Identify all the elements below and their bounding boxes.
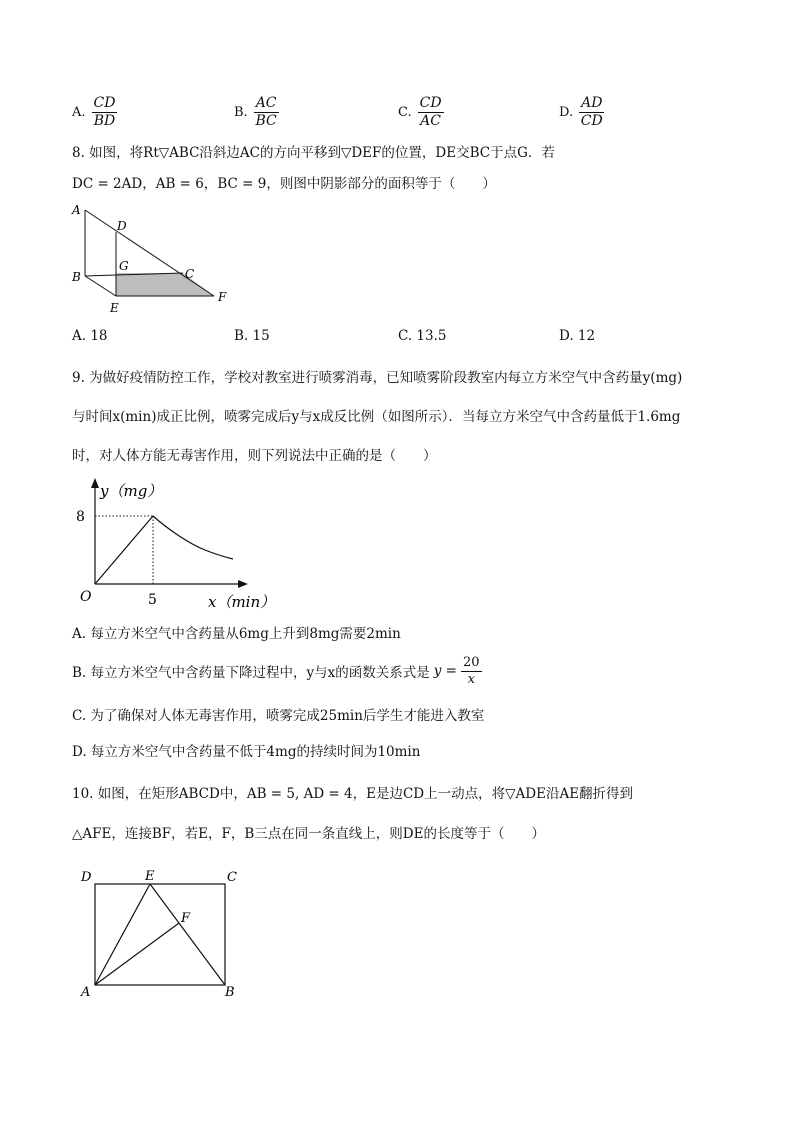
q9-option-b-lhs: y = bbox=[433, 663, 457, 680]
q9-option-b-denominator: x bbox=[467, 671, 475, 687]
q10-stem-line-2: △AFE，连接BF，若E，F，B三点在同一条直线上，则DE的长度等于（ ） bbox=[72, 826, 545, 842]
q7-option-b-denominator: BC bbox=[255, 112, 277, 129]
q9-decay-curve bbox=[153, 516, 233, 559]
q10-label-e: E bbox=[145, 869, 155, 884]
q9-rise-segment bbox=[95, 516, 153, 584]
q7-option-c-numerator: CD bbox=[419, 95, 442, 111]
q8-option-d[interactable]: D. 12 bbox=[559, 328, 596, 344]
q8-label-a: A bbox=[72, 203, 81, 217]
q7-option-c-denominator: AC bbox=[420, 112, 441, 129]
q7-options-row bbox=[72, 96, 632, 136]
q7-option-c-fraction bbox=[418, 96, 444, 128]
q10-label-c: C bbox=[227, 870, 237, 885]
q7-option-b-letter: B. bbox=[234, 104, 248, 120]
q9-option-b-text: B. 每立方米空气中含药量下降过程中，y与x的函数关系式是 bbox=[72, 665, 430, 682]
q9-option-b-numerator: 20 bbox=[462, 655, 480, 670]
q8-option-b[interactable]: B. 15 bbox=[234, 328, 270, 344]
q7-option-a-numerator: CD bbox=[93, 95, 116, 111]
q7-option-a-fraction bbox=[92, 96, 118, 128]
q10-line-af bbox=[95, 923, 179, 985]
q10-stem-line-1: 10. 如图，在矩形ABCD中，AB = 5, AD = 4，E是边CD上一动点，将▽ADE沿AE翻折得到 bbox=[72, 786, 634, 802]
q9-stem-line-1: 9. 为做好疫情防控工作，学校对教室进行喷雾消毒，已知喷雾阶段教室内每立方米空气中含药量y(mg) bbox=[72, 370, 683, 386]
q10-label-f: F bbox=[181, 911, 191, 926]
q8-label-e: E bbox=[110, 301, 119, 315]
q7-option-a-letter: A. bbox=[72, 104, 86, 120]
q7-option-b-numerator: AC bbox=[255, 95, 277, 111]
q9-option-c[interactable]: C. 为了确保对人体无毒害作用，喷雾完成25min后学生才能进入教室 bbox=[72, 708, 485, 724]
q7-option-a-denominator: BD bbox=[93, 112, 116, 129]
q8-label-c: C bbox=[185, 267, 195, 281]
q8-figure bbox=[66, 200, 246, 318]
q9-y-axis-arrow bbox=[91, 478, 99, 488]
q7-option-c-letter: C. bbox=[398, 104, 412, 120]
q8-stem-line-1: 8. 如图，将Rt▽ABC沿斜边AC的方向平移到▽DEF的位置，DE交BC于点G．若 bbox=[72, 145, 555, 161]
q10-label-b: B bbox=[225, 985, 235, 1000]
q10-rectangle-abcd bbox=[95, 884, 225, 985]
q8-label-g: G bbox=[119, 259, 129, 273]
q10-label-a: A bbox=[81, 985, 91, 1000]
q7-option-b[interactable] bbox=[234, 96, 279, 128]
q9-option-a[interactable]: A. 每立方米空气中含药量从6mg上升到8mg需要2min bbox=[72, 626, 401, 642]
q7-option-d-numerator: AD bbox=[581, 95, 603, 111]
q7-option-d-fraction bbox=[579, 96, 604, 128]
q8-label-d: D bbox=[117, 219, 127, 233]
q8-shaded-region bbox=[116, 273, 214, 296]
q8-option-a[interactable]: A. 18 bbox=[72, 328, 108, 344]
q9-stem-line-2: 与时间x(min)成正比例，喷雾完成后y与x成反比例（如图所示）．当每立方米空气中含药量低于1.6mg bbox=[72, 409, 681, 425]
q8-label-f: F bbox=[218, 290, 227, 304]
q7-option-a[interactable] bbox=[72, 96, 117, 128]
q7-option-d-denominator: CD bbox=[580, 112, 603, 129]
q9-x-axis-arrow bbox=[238, 580, 248, 588]
q10-line-eb bbox=[150, 884, 225, 985]
q9-graph bbox=[70, 476, 280, 614]
q9-y-axis-label: y（mg） bbox=[100, 482, 163, 500]
q7-option-d-letter: D. bbox=[559, 104, 574, 120]
q9-x-tick-5: 5 bbox=[148, 592, 157, 608]
q8-label-b: B bbox=[72, 270, 81, 284]
q8-option-c[interactable]: C. 13.5 bbox=[398, 328, 447, 344]
q7-option-b-fraction bbox=[254, 96, 279, 128]
q9-option-d[interactable]: D. 每立方米空气中含药量不低于4mg的持续时间为10min bbox=[72, 744, 421, 760]
q8-line-be bbox=[85, 276, 116, 296]
q9-y-tick-8: 8 bbox=[76, 509, 85, 525]
q9-option-b[interactable] bbox=[72, 656, 482, 686]
q9-option-b-fraction bbox=[461, 656, 482, 686]
q10-line-ae bbox=[95, 884, 150, 985]
q9-x-axis-label: x（min） bbox=[208, 593, 276, 611]
q9-origin-label: O bbox=[80, 589, 92, 605]
q9-stem-line-3: 时，对人体方能无毒害作用，则下列说法中正确的是（ ） bbox=[72, 448, 437, 464]
q8-stem-line-2: DC = 2AD，AB = 6，BC = 9，则图中阴影部分的面积等于（ ） bbox=[72, 176, 496, 192]
q10-label-d: D bbox=[81, 870, 92, 885]
q7-option-c[interactable] bbox=[398, 96, 444, 128]
q7-option-d[interactable] bbox=[559, 96, 604, 128]
q10-figure bbox=[74, 864, 254, 1000]
